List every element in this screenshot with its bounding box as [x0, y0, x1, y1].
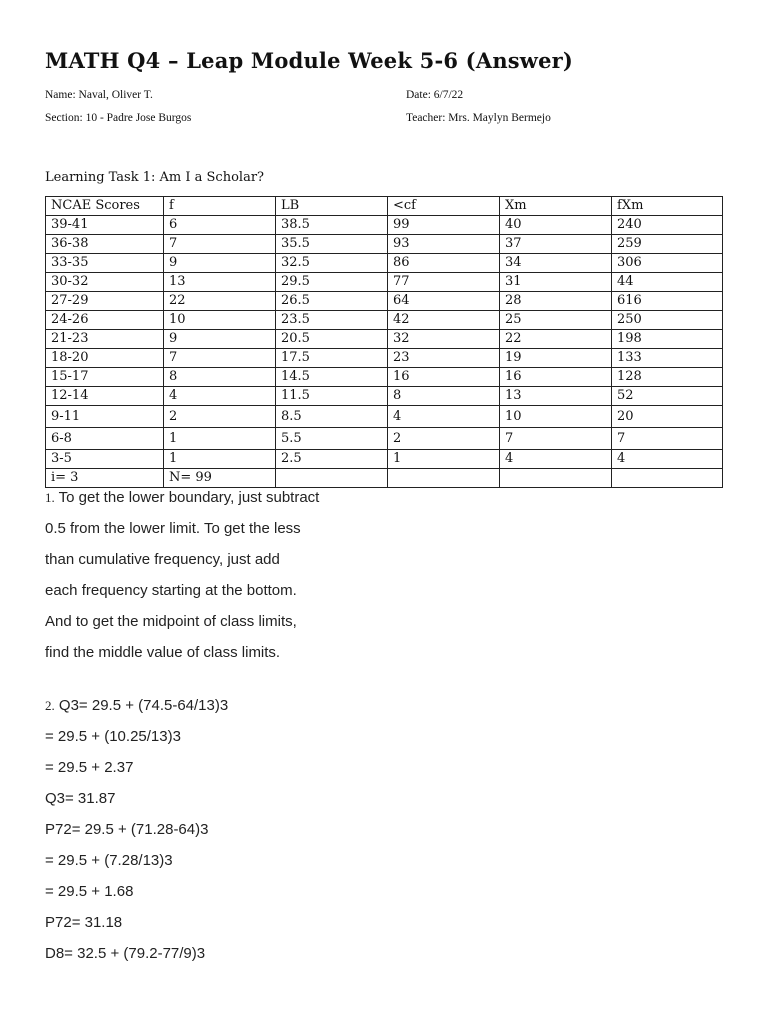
cell-f: 13 — [164, 273, 276, 292]
answers — [45, 487, 745, 974]
cell-f: 2 — [164, 406, 276, 428]
answer-text: Q3= 29.5 + (74.5-64/13)3 — [58, 697, 229, 714]
page-title: MATH Q4 – Leap Module Week 5-6 (Answer) — [45, 48, 574, 73]
answer-text: than cumulative frequency, just add — [45, 551, 280, 568]
cell-fxm: 133 — [612, 349, 723, 368]
cell-f: 10 — [164, 311, 276, 330]
cell-lb: 5.5 — [276, 428, 388, 450]
frequency-table — [45, 196, 723, 488]
cell-f: 9 — [164, 330, 276, 349]
answer-line — [45, 757, 745, 788]
cell-scores: 15-17 — [46, 368, 164, 387]
answer-line — [45, 912, 745, 943]
answer-text: = 29.5 + 2.37 — [45, 759, 134, 776]
cell-fxm — [612, 469, 723, 488]
table-row — [46, 387, 723, 406]
table-row — [46, 428, 723, 450]
answer-text: = 29.5 + 1.68 — [45, 883, 134, 900]
answer-number: 2. — [45, 698, 55, 713]
answer-line — [45, 881, 745, 912]
header-cell-lb: LB — [276, 197, 388, 216]
cell-lb: 20.5 — [276, 330, 388, 349]
cell-scores: 18-20 — [46, 349, 164, 368]
cell-cf: 64 — [388, 292, 500, 311]
cell-lb: 17.5 — [276, 349, 388, 368]
cell-fxm: 20 — [612, 406, 723, 428]
cell-scores: 33-35 — [46, 254, 164, 273]
table-header-row — [46, 197, 723, 216]
cell-cf: 32 — [388, 330, 500, 349]
cell-scores: 12-14 — [46, 387, 164, 406]
table-row — [46, 450, 723, 469]
answer-text: find the middle value of class limits. — [45, 644, 281, 661]
table-row — [46, 254, 723, 273]
cell-fxm: 52 — [612, 387, 723, 406]
cell-fxm: 4 — [612, 450, 723, 469]
cell-xm: 16 — [500, 368, 612, 387]
cell-fxm: 44 — [612, 273, 723, 292]
cell-cf: 77 — [388, 273, 500, 292]
header-cell-fxm: fXm — [612, 197, 723, 216]
cell-scores: 6-8 — [46, 428, 164, 450]
answer-text: And to get the midpoint of class limits, — [45, 613, 297, 630]
cell-xm: 4 — [500, 450, 612, 469]
header-cell-scores: NCAE Scores — [46, 197, 164, 216]
answer-1 — [45, 487, 745, 673]
cell-fxm: 7 — [612, 428, 723, 450]
header-cell-cf: <cf — [388, 197, 500, 216]
header-cell-f: f — [164, 197, 276, 216]
cell-xm — [500, 469, 612, 488]
answer-number: 1. — [45, 490, 55, 505]
cell-xm: 31 — [500, 273, 612, 292]
cell-fxm: 198 — [612, 330, 723, 349]
cell-scores: 30-32 — [46, 273, 164, 292]
cell-cf: 8 — [388, 387, 500, 406]
cell-lb: 38.5 — [276, 216, 388, 235]
cell-lb: 35.5 — [276, 235, 388, 254]
table-row — [46, 311, 723, 330]
answer-line — [45, 695, 745, 726]
cell-xm: 25 — [500, 311, 612, 330]
cell-f: 4 — [164, 387, 276, 406]
table-row — [46, 235, 723, 254]
cell-f: 9 — [164, 254, 276, 273]
cell-xm: 10 — [500, 406, 612, 428]
cell-xm: 13 — [500, 387, 612, 406]
cell-cf — [388, 469, 500, 488]
answer-text: P72= 31.18 — [45, 914, 123, 931]
cell-xm: 40 — [500, 216, 612, 235]
answer-line — [45, 518, 745, 549]
cell-fxm: 306 — [612, 254, 723, 273]
answer-text: each frequency starting at the bottom. — [45, 582, 297, 599]
answer-line — [45, 819, 745, 850]
cell-lb: 32.5 — [276, 254, 388, 273]
answer-text: Q3= 31.87 — [45, 790, 116, 807]
cell-cf: 16 — [388, 368, 500, 387]
teacher-field: Teacher: Mrs. Maylyn Bermejo — [406, 112, 551, 124]
cell-f: 6 — [164, 216, 276, 235]
cell-fxm: 128 — [612, 368, 723, 387]
cell-scores: 24-26 — [46, 311, 164, 330]
table-row — [46, 273, 723, 292]
cell-xm: 37 — [500, 235, 612, 254]
answer-text: P72= 29.5 + (71.28-64)3 — [45, 821, 209, 838]
answer-text: = 29.5 + (10.25/13)3 — [45, 728, 181, 745]
answer-line — [45, 726, 745, 757]
cell-cf: 1 — [388, 450, 500, 469]
answer-text: D8= 32.5 + (79.2-77/9)3 — [45, 945, 206, 962]
cell-lb: 29.5 — [276, 273, 388, 292]
answer-text: 0.5 from the lower limit. To get the less — [45, 520, 301, 537]
cell-fxm: 616 — [612, 292, 723, 311]
cell-f: 7 — [164, 235, 276, 254]
cell-cf: 86 — [388, 254, 500, 273]
table-row — [46, 406, 723, 428]
cell-xm: 19 — [500, 349, 612, 368]
cell-scores: 9-11 — [46, 406, 164, 428]
cell-fxm: 259 — [612, 235, 723, 254]
cell-lb: 23.5 — [276, 311, 388, 330]
table-row — [46, 292, 723, 311]
cell-f: 1 — [164, 428, 276, 450]
cell-fxm: 240 — [612, 216, 723, 235]
task-heading: Learning Task 1: Am I a Scholar? — [45, 170, 265, 185]
answer-line — [45, 788, 745, 819]
cell-xm: 7 — [500, 428, 612, 450]
cell-xm: 28 — [500, 292, 612, 311]
table-row — [46, 469, 723, 488]
student-name: Name: Naval, Oliver T. — [45, 89, 153, 101]
answer-line — [45, 611, 745, 642]
cell-xm: 34 — [500, 254, 612, 273]
section-field: Section: 10 - Padre Jose Burgos — [45, 112, 192, 124]
table-row — [46, 349, 723, 368]
answer-text: = 29.5 + (7.28/13)3 — [45, 852, 173, 869]
cell-scores: 39-41 — [46, 216, 164, 235]
cell-scores: 3-5 — [46, 450, 164, 469]
header-cell-xm: Xm — [500, 197, 612, 216]
cell-f: 7 — [164, 349, 276, 368]
cell-fxm: 250 — [612, 311, 723, 330]
answer-line — [45, 943, 745, 974]
answer-line — [45, 487, 745, 518]
answer-2 — [45, 695, 745, 974]
cell-scores: 36-38 — [46, 235, 164, 254]
cell-cf: 4 — [388, 406, 500, 428]
cell-cf: 93 — [388, 235, 500, 254]
cell-lb — [276, 469, 388, 488]
table-row — [46, 368, 723, 387]
table-row — [46, 330, 723, 349]
cell-xm: 22 — [500, 330, 612, 349]
answer-line — [45, 549, 745, 580]
cell-scores: i= 3 — [46, 469, 164, 488]
cell-lb: 2.5 — [276, 450, 388, 469]
cell-f: 1 — [164, 450, 276, 469]
cell-lb: 11.5 — [276, 387, 388, 406]
cell-f: 22 — [164, 292, 276, 311]
cell-scores: 21-23 — [46, 330, 164, 349]
cell-lb: 8.5 — [276, 406, 388, 428]
cell-f: 8 — [164, 368, 276, 387]
answer-line — [45, 850, 745, 881]
cell-lb: 26.5 — [276, 292, 388, 311]
date-field: Date: 6/7/22 — [406, 89, 464, 101]
answer-line — [45, 580, 745, 611]
cell-cf: 2 — [388, 428, 500, 450]
answer-text: To get the lower boundary, just subtract — [58, 489, 320, 506]
cell-f: N= 99 — [164, 469, 276, 488]
table-row — [46, 216, 723, 235]
cell-cf: 23 — [388, 349, 500, 368]
cell-cf: 99 — [388, 216, 500, 235]
cell-lb: 14.5 — [276, 368, 388, 387]
cell-cf: 42 — [388, 311, 500, 330]
answer-line — [45, 642, 745, 673]
cell-scores: 27-29 — [46, 292, 164, 311]
